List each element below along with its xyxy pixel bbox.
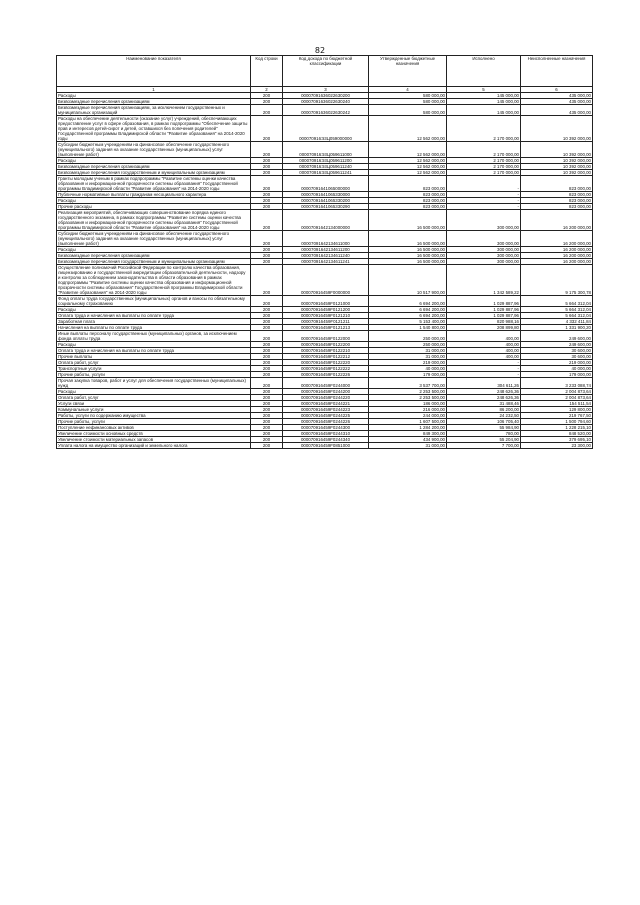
row-executed-cell: -	[447, 360, 521, 366]
row-unexecuted-cell: 1 500 794,60	[521, 419, 593, 425]
table-row	[57, 325, 593, 331]
row-name-cell: Безвозмездные перечисления организациям	[57, 164, 251, 170]
row-name-cell: Расходы	[57, 389, 251, 395]
row-code-cell: 200	[251, 348, 283, 354]
row-executed-cell: 304 611,26	[447, 378, 521, 389]
row-code-cell: 200	[251, 247, 283, 253]
row-unexecuted-cell: 1 331 900,20	[521, 325, 593, 331]
table-row	[57, 443, 593, 449]
row-executed-cell: -	[447, 176, 521, 192]
row-approved-cell: 6 694 200,00	[369, 307, 447, 313]
row-executed-cell: 2 170 000,00	[447, 170, 521, 176]
row-approved-cell: 849 300,00	[369, 431, 447, 437]
row-name-cell: Расходы на обеспечение деятельности (оказание услуг) учреждений, обеспечивающих предоставление услуг в сфере образования, в рамках подпрограммы "Обеспечение защиты прав и интересов детей-сирот и детей, оставшихся без попечения родителей" Государственной программы Владимирской области "Развитие образования" на 2014-2020 годы	[57, 116, 251, 142]
row-kbk-cell: 000070916459F0244310	[283, 431, 369, 437]
row-approved-cell: 16 500 000,00	[369, 259, 447, 265]
row-unexecuted-cell: 16 200 000,00	[521, 247, 593, 253]
row-unexecuted-cell: 10 392 000,00	[521, 170, 593, 176]
row-name-cell: Субсидии бюджетным учреждениям на финансовое обеспечение государственного (муниципального) задания на оказание государственных (муниципальных) услуг (выполнение работ)	[57, 142, 251, 158]
row-executed-cell: -	[447, 366, 521, 372]
row-code-cell: 200	[251, 116, 283, 142]
row-name-cell: Оплата работ, услуг	[57, 360, 251, 366]
row-unexecuted-cell: 10 392 000,00	[521, 158, 593, 164]
row-code-cell: 200	[251, 372, 283, 378]
row-approved-cell: 2 253 500,00	[369, 395, 447, 401]
row-approved-cell: 31 000,00	[369, 348, 447, 354]
row-name-cell: Безвозмездные перечисления государственным и муниципальным организациям	[57, 259, 251, 265]
row-kbk-cell: 00007091642134611200	[283, 247, 369, 253]
row-name-cell: Заработная плата	[57, 319, 251, 325]
row-kbk-cell: 00007091642134611240	[283, 253, 369, 259]
row-code-cell: 200	[251, 354, 283, 360]
row-code-cell: 200	[251, 413, 283, 419]
row-approved-cell: 179 000,00	[369, 372, 447, 378]
row-kbk-cell: 000070916459F0244300	[283, 425, 369, 431]
row-kbk-cell: 000070916Э3Ц059611241	[283, 170, 369, 176]
row-approved-cell: 6 694 200,00	[369, 313, 447, 319]
row-unexecuted-cell: 10 392 000,00	[521, 116, 593, 142]
row-kbk-cell: 000070916459F0122222	[283, 366, 369, 372]
row-code-cell: 200	[251, 331, 283, 342]
header-name: Наименование показателя	[57, 56, 251, 87]
row-name-cell: Увеличение стоимости основных средств	[57, 431, 251, 437]
row-executed-cell: 2 170 000,00	[447, 164, 521, 170]
row-unexecuted-cell: 435 000,00	[521, 105, 593, 116]
row-kbk-cell: 000070916459F0121210	[283, 313, 369, 319]
row-unexecuted-cell: 4 332 411,84	[521, 319, 593, 325]
row-executed-cell: 31 488,46	[447, 401, 521, 407]
row-unexecuted-cell: 10 392 000,00	[521, 164, 593, 170]
row-approved-cell: 1 284 200,00	[369, 425, 447, 431]
row-unexecuted-cell: 10 392 000,00	[521, 142, 593, 158]
row-kbk-cell: 000070916459F0122212	[283, 354, 369, 360]
row-kbk-cell: 000070916Э3Ц059611240	[283, 164, 369, 170]
row-name-cell: Расходы	[57, 342, 251, 348]
row-code-cell: 200	[251, 198, 283, 204]
row-unexecuted-cell: 823 000,00	[521, 192, 593, 198]
row-approved-cell: 5 153 400,00	[369, 319, 447, 325]
row-executed-cell: 208 899,80	[447, 325, 521, 331]
row-unexecuted-cell: 154 511,54	[521, 401, 593, 407]
row-unexecuted-cell: 16 200 000,00	[521, 253, 593, 259]
row-kbk-cell: 000070916459F0851000	[283, 443, 369, 449]
row-executed-cell: -	[447, 204, 521, 210]
row-kbk-cell: 000070916459F0121000	[283, 296, 369, 307]
row-name-cell: Коммунальные услуги	[57, 407, 251, 413]
row-kbk-cell: 00007091636022630242	[283, 105, 369, 116]
row-code-cell: 200	[251, 265, 283, 296]
row-kbk-cell: 000070916459F0244200	[283, 389, 369, 395]
row-kbk-cell: 000070916459F0244340	[283, 437, 369, 443]
row-executed-cell: 2 170 000,00	[447, 116, 521, 142]
row-unexecuted-cell: 5 664 312,04	[521, 307, 593, 313]
table-row	[57, 413, 593, 419]
table-body	[57, 93, 593, 449]
table-row	[57, 170, 593, 176]
row-kbk-cell: 000070916459F0121200	[283, 307, 369, 313]
row-unexecuted-cell: 435 000,00	[521, 99, 593, 105]
header-executed: Исполнено	[447, 56, 521, 87]
row-approved-cell: 16 500 000,00	[369, 247, 447, 253]
row-code-cell: 200	[251, 192, 283, 198]
row-executed-cell: 2 170 000,00	[447, 158, 521, 164]
row-executed-cell: -	[447, 192, 521, 198]
row-executed-cell: 145 000,00	[447, 105, 521, 116]
row-kbk-cell: 000070916459F0122210	[283, 348, 369, 354]
row-code-cell: 200	[251, 395, 283, 401]
row-executed-cell: 86 200,00	[447, 407, 521, 413]
row-code-cell: 200	[251, 407, 283, 413]
row-unexecuted-cell: 379 695,10	[521, 437, 593, 443]
row-executed-cell: 820 988,16	[447, 319, 521, 325]
row-approved-cell: 1 607 500,00	[369, 419, 447, 425]
row-executed-cell: 300 000,00	[447, 231, 521, 247]
row-approved-cell: 12 562 000,00	[369, 164, 447, 170]
row-unexecuted-cell: 5 664 312,04	[521, 313, 593, 319]
row-kbk-cell: 000070916459F0244223	[283, 407, 369, 413]
row-name-cell: Расходы	[57, 158, 251, 164]
row-code-cell: 200	[251, 443, 283, 449]
row-approved-cell: 823 000,00	[369, 204, 447, 210]
row-code-cell: 200	[251, 378, 283, 389]
row-code-cell: 200	[251, 204, 283, 210]
row-kbk-cell: 000070916Э3Ц059000000	[283, 116, 369, 142]
row-approved-cell: 580 000,00	[369, 93, 447, 99]
row-unexecuted-cell: 16 200 000,00	[521, 210, 593, 231]
row-approved-cell: 6 694 200,00	[369, 296, 447, 307]
row-approved-cell: 16 500 000,00	[369, 231, 447, 247]
row-unexecuted-cell: 249 600,00	[521, 331, 593, 342]
row-approved-cell: 1 540 800,00	[369, 325, 447, 331]
row-name-cell: Расходы	[57, 198, 251, 204]
row-kbk-cell: 00007091642134000000	[283, 210, 369, 231]
row-approved-cell: 434 900,00	[369, 437, 447, 443]
row-approved-cell: 250 000,00	[369, 331, 447, 342]
row-executed-cell: 1 342 589,22	[447, 265, 521, 296]
row-code-cell: 200	[251, 210, 283, 231]
row-unexecuted-cell: 5 664 312,04	[521, 296, 593, 307]
row-approved-cell: 823 000,00	[369, 192, 447, 198]
row-name-cell: Субсидии бюджетным учреждениям на финансовое обеспечение государственного (муниципального) задания на оказание государственных (муниципальных) услуг (выполнение работ)	[57, 231, 251, 247]
row-name-cell: Оплата работ, услуг	[57, 395, 251, 401]
row-approved-cell: 12 562 000,00	[369, 142, 447, 158]
row-executed-cell: 400,00	[447, 342, 521, 348]
row-name-cell: Прочие работы, услуги	[57, 419, 251, 425]
budget-report-table	[56, 55, 593, 449]
row-approved-cell: 31 000,00	[369, 443, 447, 449]
row-kbk-cell: 000070916459F0121211	[283, 319, 369, 325]
table-row	[57, 265, 593, 296]
row-approved-cell: 244 000,00	[369, 413, 447, 419]
row-name-cell: Осуществление полномочий Российской Федерации по контролю качества образования, лицензированию и государственной аккредитации образовательной деятельности, надзору и контролю за соблюдением законодательства в области образования в рамках подпрограммы "Развитие системы оценки качества образования и информационной прозрачности системы образования" Государственной программы Владимирской области "Развитие образования" на 2014-2020 годы	[57, 265, 251, 296]
row-name-cell: Поступление нефинансовых активов	[57, 425, 251, 431]
row-name-cell: Безвозмездные перечисления государственным и муниципальным организациям	[57, 170, 251, 176]
row-code-cell: 200	[251, 307, 283, 313]
row-code-cell: 200	[251, 401, 283, 407]
row-name-cell: Публичные нормативные выплаты гражданам несоциального характера	[57, 192, 251, 198]
row-unexecuted-cell: 219 000,00	[521, 360, 593, 366]
row-unexecuted-cell: 9 175 300,78	[521, 265, 593, 296]
row-kbk-cell: 000070916459F0244221	[283, 401, 369, 407]
row-code-cell: 200	[251, 99, 283, 105]
row-executed-cell: 1 029 887,96	[447, 307, 521, 313]
row-kbk-cell: 00007091641065330000	[283, 192, 369, 198]
row-kbk-cell: 000070916459F0244220	[283, 395, 369, 401]
row-name-cell: Расходы	[57, 93, 251, 99]
row-kbk-cell: 000070916Э3Ц059611000	[283, 142, 369, 158]
row-kbk-cell: 000070916459F0244000	[283, 378, 369, 389]
table-row	[57, 116, 593, 142]
row-name-cell: Увеличение стоимости материальных запасов	[57, 437, 251, 443]
row-executed-cell: 400,00	[447, 354, 521, 360]
row-name-cell: Прочие расходы	[57, 204, 251, 210]
row-code-cell: 200	[251, 164, 283, 170]
row-name-cell: Расходы	[57, 247, 251, 253]
row-executed-cell: 400,00	[447, 348, 521, 354]
header-approved: Утвержденные бюджетные назначения	[369, 56, 447, 87]
row-name-cell: Иные выплаты персоналу государственных (муниципальных) органов, за исключением фонда оплаты труда	[57, 331, 251, 342]
row-name-cell: Фонд оплаты труда государственных (муниципальных) органов и взносы по обязательному социальному страхованию	[57, 296, 251, 307]
row-unexecuted-cell: 30 600,00	[521, 348, 593, 354]
table-row	[57, 99, 593, 105]
row-name-cell: Расходы	[57, 307, 251, 313]
row-name-cell: Транспортные услуги	[57, 366, 251, 372]
row-approved-cell: 12 562 000,00	[369, 158, 447, 164]
row-name-cell: Безвозмездные перечисления организациям, за исключением государственных и муниципальных организаций	[57, 105, 251, 116]
row-approved-cell: 10 517 900,00	[369, 265, 447, 296]
row-code-cell: 200	[251, 342, 283, 348]
table-row	[57, 378, 593, 389]
table-row	[57, 313, 593, 319]
row-approved-cell: 3 537 700,00	[369, 378, 447, 389]
row-kbk-cell: 00007091636022630240	[283, 99, 369, 105]
row-kbk-cell: 000070916459F0244225	[283, 413, 369, 419]
column-index: 4	[369, 87, 447, 93]
row-approved-cell: 16 500 000,00	[369, 253, 447, 259]
row-kbk-cell: 000070916Э3Ц059611200	[283, 158, 369, 164]
row-code-cell: 200	[251, 93, 283, 99]
column-index: 1	[57, 87, 251, 93]
table-row	[57, 253, 593, 259]
table-row	[57, 210, 593, 231]
row-approved-cell: 823 000,00	[369, 198, 447, 204]
row-name-cell: Услуги связи	[57, 401, 251, 407]
row-executed-cell: 248 626,36	[447, 389, 521, 395]
row-unexecuted-cell: 2 004 873,64	[521, 389, 593, 395]
header-row-code: Код строки	[251, 56, 283, 87]
row-name-cell: Гранты молодым ученым в рамках подпрограммы "Развитие системы оценки качества образования и информационной прозрачности системы образования" Государственной программы Владимирской области "Развитие образования" на 2014-2020 годы	[57, 176, 251, 192]
row-executed-cell: 145 000,00	[447, 99, 521, 105]
table-row	[57, 431, 593, 437]
row-kbk-cell: 000070916459F0122220	[283, 360, 369, 366]
row-executed-cell: -	[447, 198, 521, 204]
row-executed-cell: 300 000,00	[447, 253, 521, 259]
row-executed-cell: 106 705,40	[447, 419, 521, 425]
row-unexecuted-cell: 219 767,50	[521, 413, 593, 419]
row-code-cell: 200	[251, 313, 283, 319]
row-executed-cell: -	[447, 372, 521, 378]
row-name-cell: Уплата налога на имущество организаций и земельного налога	[57, 443, 251, 449]
table-row	[57, 437, 593, 443]
row-approved-cell: 823 000,00	[369, 176, 447, 192]
row-executed-cell: 400,00	[447, 331, 521, 342]
row-code-cell: 200	[251, 170, 283, 176]
row-kbk-cell: 00007091641065330200	[283, 198, 369, 204]
page-number: 82	[314, 46, 326, 55]
row-unexecuted-cell: 823 000,00	[521, 176, 593, 192]
row-code-cell: 200	[251, 431, 283, 437]
row-approved-cell: 186 000,00	[369, 401, 447, 407]
row-code-cell: 200	[251, 142, 283, 158]
column-index: 5	[447, 87, 521, 93]
row-executed-cell: 300 000,00	[447, 210, 521, 231]
row-executed-cell: 55 204,90	[447, 437, 521, 443]
row-code-cell: 200	[251, 296, 283, 307]
row-unexecuted-cell: 16 200 000,00	[521, 231, 593, 247]
row-unexecuted-cell: 2 004 873,64	[521, 395, 593, 401]
row-code-cell: 200	[251, 231, 283, 247]
row-executed-cell: 24 232,50	[447, 413, 521, 419]
row-name-cell: Оплата труда и начисления на выплаты по оплате труда	[57, 348, 251, 354]
row-name-cell: Начисления на выплаты по оплате труда	[57, 325, 251, 331]
row-code-cell: 200	[251, 105, 283, 116]
row-code-cell: 200	[251, 419, 283, 425]
row-name-cell: Реализация мероприятий, обеспечивающих совершенствование порядка единого государственного экзамена, в рамках подпрограммы "Развитие системы оценки качества образования и информационной прозрачности системы образования" Государственной программы Владимирской области "Развитие образования" на 2014-2020 годы	[57, 210, 251, 231]
row-unexecuted-cell: 249 600,00	[521, 342, 593, 348]
row-executed-cell: 300 000,00	[447, 247, 521, 253]
row-kbk-cell: 00007091642134611241	[283, 259, 369, 265]
row-approved-cell: 580 000,00	[369, 99, 447, 105]
row-executed-cell: 1 029 887,96	[447, 313, 521, 319]
column-index: 2	[251, 87, 283, 93]
column-index: 6	[521, 87, 593, 93]
row-kbk-cell: 000070916459F0244226	[283, 419, 369, 425]
row-approved-cell: 40 000,00	[369, 366, 447, 372]
row-code-cell: 200	[251, 259, 283, 265]
table-row	[57, 296, 593, 307]
row-kbk-cell: 00007091641065330290	[283, 204, 369, 210]
row-kbk-cell: 000070916459F0122200	[283, 342, 369, 348]
row-name-cell: Прочие выплаты	[57, 354, 251, 360]
row-name-cell: Работы, услуги по содержанию имущества	[57, 413, 251, 419]
row-unexecuted-cell: 848 520,00	[521, 431, 593, 437]
row-approved-cell: 2 253 500,00	[369, 389, 447, 395]
row-code-cell: 200	[251, 253, 283, 259]
row-executed-cell: 300 000,00	[447, 259, 521, 265]
row-name-cell: Оплата труда и начисления на выплаты по оплате труда	[57, 313, 251, 319]
row-unexecuted-cell: 30 600,00	[521, 354, 593, 360]
header-unexecuted: Неисполненные назначения	[521, 56, 593, 87]
row-code-cell: 200	[251, 425, 283, 431]
table-row	[57, 105, 593, 116]
row-name-cell: Прочие работы, услуги	[57, 372, 251, 378]
row-executed-cell: 780,00	[447, 431, 521, 437]
header-kbk: Код дохода по бюджетной классификации	[283, 56, 369, 87]
row-name-cell: Прочая закупка товаров, работ и услуг для обеспечения государственных (муниципальных) нужд	[57, 378, 251, 389]
row-unexecuted-cell: 1 228 215,10	[521, 425, 593, 431]
row-unexecuted-cell: 23 300,00	[521, 443, 593, 449]
row-unexecuted-cell: 16 200 000,00	[521, 259, 593, 265]
row-code-cell: 200	[251, 176, 283, 192]
table-row	[57, 231, 593, 247]
row-executed-cell: 7 700,00	[447, 443, 521, 449]
row-kbk-cell: 000070916459F0121213	[283, 325, 369, 331]
row-kbk-cell: 00007091641065000000	[283, 176, 369, 192]
row-kbk-cell: 00007091636022630200	[283, 93, 369, 99]
row-name-cell: Безвозмездные перечисления организациям	[57, 253, 251, 259]
row-code-cell: 200	[251, 319, 283, 325]
row-executed-cell: 145 000,00	[447, 93, 521, 99]
table-row	[57, 348, 593, 354]
row-code-cell: 200	[251, 158, 283, 164]
row-kbk-cell: 000070916459F0122000	[283, 331, 369, 342]
table-row	[57, 176, 593, 192]
row-code-cell: 200	[251, 325, 283, 331]
row-approved-cell: 16 500 000,00	[369, 210, 447, 231]
row-approved-cell: 216 000,00	[369, 407, 447, 413]
table-header-row	[57, 56, 593, 87]
row-kbk-cell: 000070916459F0000000	[283, 265, 369, 296]
row-approved-cell: 12 562 000,00	[369, 116, 447, 142]
row-code-cell: 200	[251, 437, 283, 443]
row-code-cell: 200	[251, 389, 283, 395]
row-executed-cell: 55 984,90	[447, 425, 521, 431]
table-row	[57, 164, 593, 170]
row-unexecuted-cell: 823 000,00	[521, 198, 593, 204]
table-row	[57, 142, 593, 158]
row-kbk-cell: 000070916459F0122226	[283, 372, 369, 378]
row-executed-cell: 1 029 887,96	[447, 296, 521, 307]
row-unexecuted-cell: 435 000,00	[521, 93, 593, 99]
row-unexecuted-cell: 823 000,00	[521, 204, 593, 210]
row-code-cell: 200	[251, 360, 283, 366]
row-approved-cell: 12 562 000,00	[369, 170, 447, 176]
row-approved-cell: 250 000,00	[369, 342, 447, 348]
row-approved-cell: 219 000,00	[369, 360, 447, 366]
row-executed-cell: 248 626,36	[447, 395, 521, 401]
row-executed-cell: 2 170 000,00	[447, 142, 521, 158]
row-unexecuted-cell: 129 800,00	[521, 407, 593, 413]
row-name-cell: Безвозмездные перечисления организациям	[57, 99, 251, 105]
row-kbk-cell: 00007091642134611000	[283, 231, 369, 247]
column-index: 3	[283, 87, 369, 93]
row-approved-cell: 580 000,00	[369, 105, 447, 116]
row-code-cell: 200	[251, 366, 283, 372]
table-row	[57, 259, 593, 265]
row-unexecuted-cell: 179 000,00	[521, 372, 593, 378]
table-row	[57, 331, 593, 342]
row-approved-cell: 31 000,00	[369, 354, 447, 360]
row-unexecuted-cell: 40 000,00	[521, 366, 593, 372]
row-unexecuted-cell: 3 233 088,74	[521, 378, 593, 389]
